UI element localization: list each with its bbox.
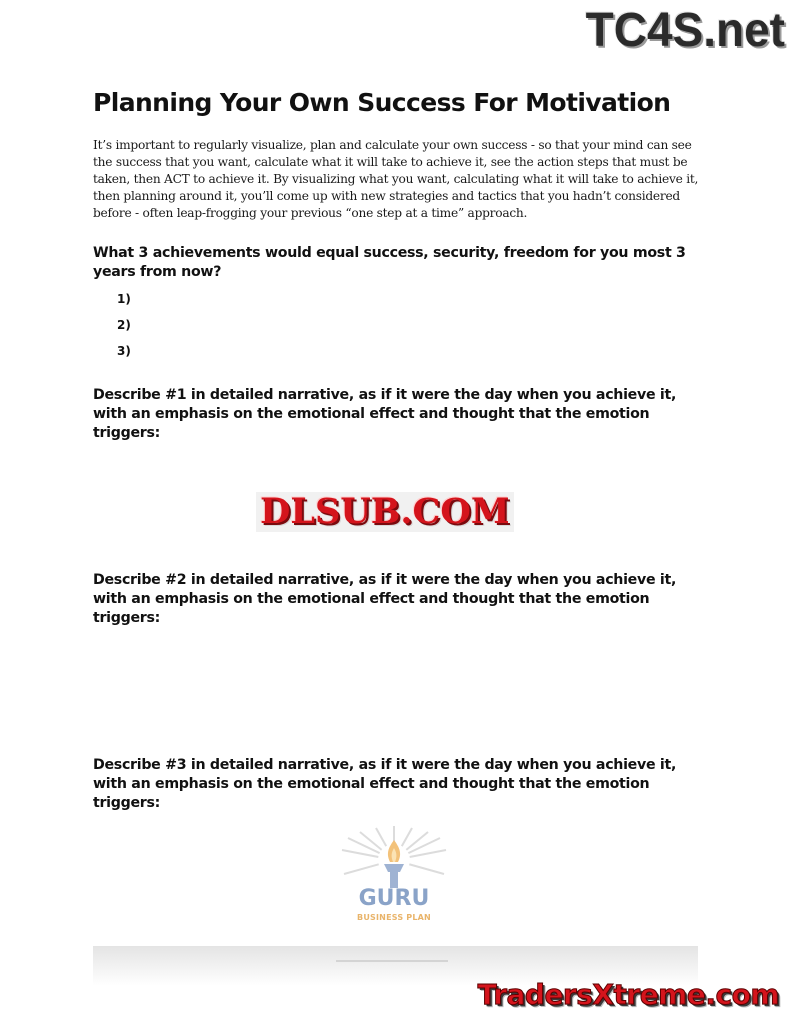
intro-paragraph: It’s important to regularly visualize, plan and calculate your own success - so that your mind can see the success that you want, calculate what it will take to achieve it, see the action steps that must be taken, then ACT to achieve it. By visualizing what you want, calculating what it will take to achieve it, then planning around it, you’ll come up with new strategies and tactics that you hadn’t considered before - often leap-frogging your previous “one step at a time” approach. <box>93 138 699 220</box>
answer-item-1: 1) <box>117 292 131 306</box>
answer-item-3: 3) <box>117 344 131 358</box>
question-describe-3: Describe #3 in detailed narrative, as if it were the day when you achieve it, with an emphasis on the emotional effect and thought that the emotion triggers: <box>93 757 677 811</box>
logo-wordmark: GURU <box>358 886 430 911</box>
answer-list <box>117 292 131 370</box>
watermark-bottom: TradersXtreme.com <box>477 978 779 1011</box>
watermark-middle: DLSUB.COM <box>256 492 514 532</box>
logo-subtitle: BUSINESS PLAN <box>357 913 431 922</box>
watermark-top: TC4S.net <box>585 1 785 57</box>
page-title: Planning Your Own Success For Motivation <box>93 88 671 117</box>
question-achievements: What 3 achievements would equal success, security, freedom for you most 3 years from now? <box>93 245 686 280</box>
guru-logo <box>340 826 448 930</box>
footer-divider <box>336 960 448 962</box>
question-describe-1: Describe #1 in detailed narrative, as if it were the day when you achieve it, with an emphasis on the emotional effect and thought that the emotion triggers: <box>93 387 677 441</box>
answer-item-2: 2) <box>117 318 131 332</box>
question-describe-2: Describe #2 in detailed narrative, as if it were the day when you achieve it, with an emphasis on the emotional effect and thought that the emotion triggers: <box>93 572 677 626</box>
